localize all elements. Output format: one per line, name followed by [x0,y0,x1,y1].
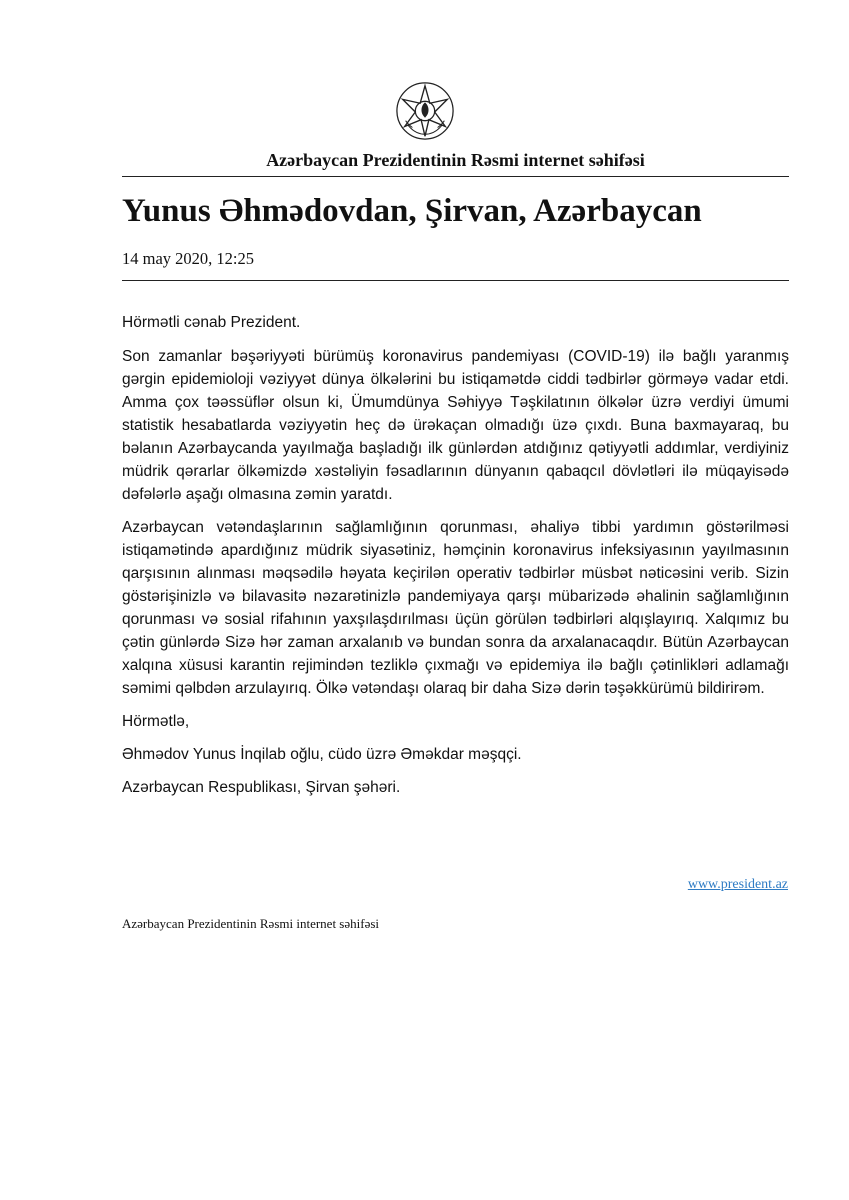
footer-site-name: Azərbaycan Prezidentinin Rəsmi internet səhifəsi [122,916,380,931]
header-divider [122,176,789,177]
title-divider [122,280,789,281]
article-date: 14 may 2020, 12:25 [122,249,254,268]
article-title: Yunus Əhmədovdan, Şirvan, Azərbaycan [122,193,702,229]
letter-body [122,311,789,809]
source-link[interactable]: www.president.az [687,877,788,892]
signature-name: Əhmədov Yunus İnqilab oğlu, cüdo üzrə Əməkdar məşqçi. [122,746,522,763]
azerbaijan-state-emblem-icon [394,80,456,142]
site-title: Azərbaycan Prezidentinin Rəsmi internet səhifəsi [266,150,645,170]
signature-location: Azərbaycan Respublikası, Şirvan şəhəri. [122,779,401,796]
letter-closing: Hörmətlə, [122,713,190,730]
letter-paragraph: Azərbaycan vətəndaşlarının sağlamlığının qorunması, əhaliyə tibbi yardımın göstərilməsi istiqamətində apardığınız müdrik siyasətiniz, həmçinin koronavirus infeksiyasının yayılmasının qarşısının alınması məqsədilə həyata keçirilən operativ tədbirlər müsbət nəticəsini verib. Sizin göstərişinizlə və bilavasitə nəzarətinizlə pandemiyaya qarşı mübarizədə əhalinin sağlamlığının qorunması və sosial rifahının yaxşılaşdırılması üçün görülən tədbirləri alqışlayırıq. Xalqımız bu çətin günlərdə Sizə hər zaman arxalanıb və bundan sonra da arxalanacaqdır. Bütün Azərbaycan xalqına xüsusi karantin rejimindən tezliklə çıxmağı və epidemiya ilə bağlı çətinlikləri adlamağı səmimi qəlbdən arzulayırıq. Ölkə vətəndaşı olaraq bir daha Sizə dərin təşəkkürümü bildirirəm. [122,519,789,697]
letter-paragraph: Son zamanlar bəşəriyyəti bürümüş koronavirus pandemiyası (COVID-19) ilə bağlı yaranmış gərgin epidemioloji vəziyyət dünya ölkələrini bu istiqamətdə ciddi tədbirlər görməyə vadar etdi. Amma çox təəssüflər olsun ki, Ümumdünya Səhiyyə Təşkilatının ölkələr üzrə verdiyi ümumi statistik hesabatlarda vəziyyətin heç də ürəkaçan olmadığı üzə çıxdı. Buna baxmayaraq, bu bəlanın Azərbaycanda yayılmağa başladığı ilk günlərdən atdığınız qətiyyətli addımlar, verdiyiniz müdrik qərarlar ölkəmizdə xəstəliyin fəsadlarının dünyanın qabaqcıl dövlətləri ilə müqayisədə dəfələrlə aşağı olmasına zəmin yaratdı. [122,348,789,503]
letter-greeting: Hörmətli cənab Prezident. [122,314,301,331]
